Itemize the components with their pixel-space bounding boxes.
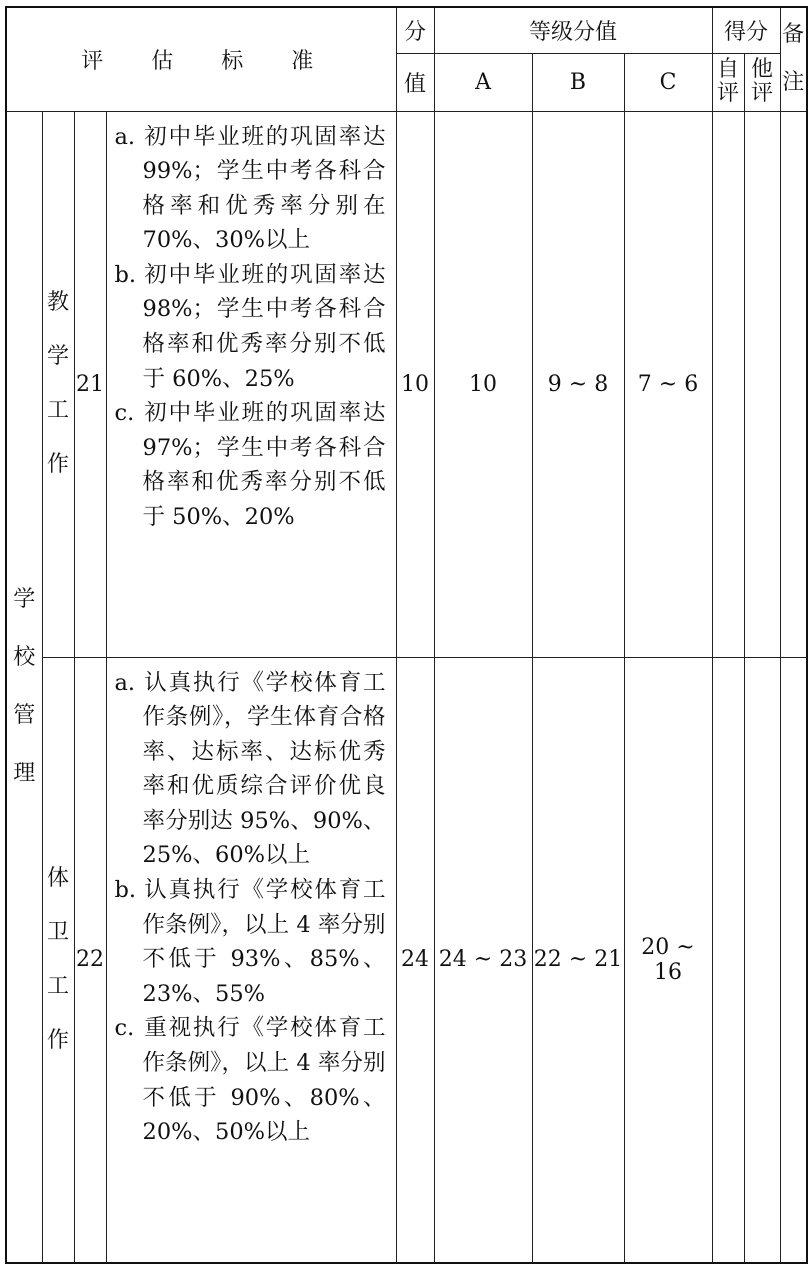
category-label: 学校管理 xyxy=(6,111,42,1263)
other-eval-cell[interactable] xyxy=(744,111,780,657)
header-obtained: 得分 xyxy=(712,7,780,53)
item-number: 22 xyxy=(74,657,106,1263)
self-eval-cell[interactable] xyxy=(712,657,744,1263)
grade-c-value: 20 ~ 16 xyxy=(624,657,712,1263)
item-number: 21 xyxy=(74,111,106,657)
score-value: 24 xyxy=(396,657,434,1263)
header-grade-value: 等级分值 xyxy=(434,7,712,53)
header-standard: 评估标准 xyxy=(6,7,396,111)
header-score-bottom: 值 xyxy=(396,53,434,111)
criterion-c: c. 重视执行《学校体育工作条例》，以上 4 率分别不低于 90%、80%、20%、50%以上 xyxy=(114,1015,386,1146)
header-remarks: 备 注 xyxy=(780,7,807,111)
header-other-eval: 他 评 xyxy=(744,53,780,111)
evaluation-table xyxy=(5,6,808,1264)
grade-b-value: 9 ~ 8 xyxy=(532,111,624,657)
grade-a-value: 24 ~ 23 xyxy=(434,657,532,1263)
section-label: 教 学 工 作 xyxy=(42,111,74,657)
header-grade-c: C xyxy=(624,53,712,111)
criteria-cell xyxy=(106,111,396,657)
header-grade-b: B xyxy=(532,53,624,111)
header-self-eval: 自 评 xyxy=(712,53,744,111)
score-value: 10 xyxy=(396,111,434,657)
remarks-cell[interactable] xyxy=(780,657,807,1263)
criterion-a: a. 认真执行《学校体育工作条例》，学生体育合格率、达标率、达标优秀率和优质综合评价优良率分别达 95%、90%、25%、60%以上 xyxy=(114,669,386,869)
criterion-b: b. 初中毕业班的巩固率达 98%；学生中考各科合格率和优秀率分别不低于 60%、25% xyxy=(114,261,386,392)
other-eval-cell[interactable] xyxy=(744,657,780,1263)
header-score-top: 分 xyxy=(396,7,434,53)
criteria-cell xyxy=(106,657,396,1263)
header-grade-a: A xyxy=(434,53,532,111)
section-label: 体 卫 工 作 xyxy=(42,657,74,1263)
remarks-cell[interactable] xyxy=(780,111,807,657)
criterion-b: b. 认真执行《学校体育工作条例》，以上 4 率分别不低于 93%、85%、23%、55% xyxy=(114,877,386,1007)
criterion-c: c. 初中毕业班的巩固率达 97%；学生中考各科合格率和优秀率分别不低于 50%、20% xyxy=(114,400,386,531)
grade-a-value: 10 xyxy=(434,111,532,657)
grade-c-value: 7 ~ 6 xyxy=(624,111,712,657)
self-eval-cell[interactable] xyxy=(712,111,744,657)
grade-b-value: 22 ~ 21 xyxy=(532,657,624,1263)
criterion-a: a. 初中毕业班的巩固率达 99%；学生中考各科合格率和优秀率分别在 70%、30%以上 xyxy=(114,123,386,254)
